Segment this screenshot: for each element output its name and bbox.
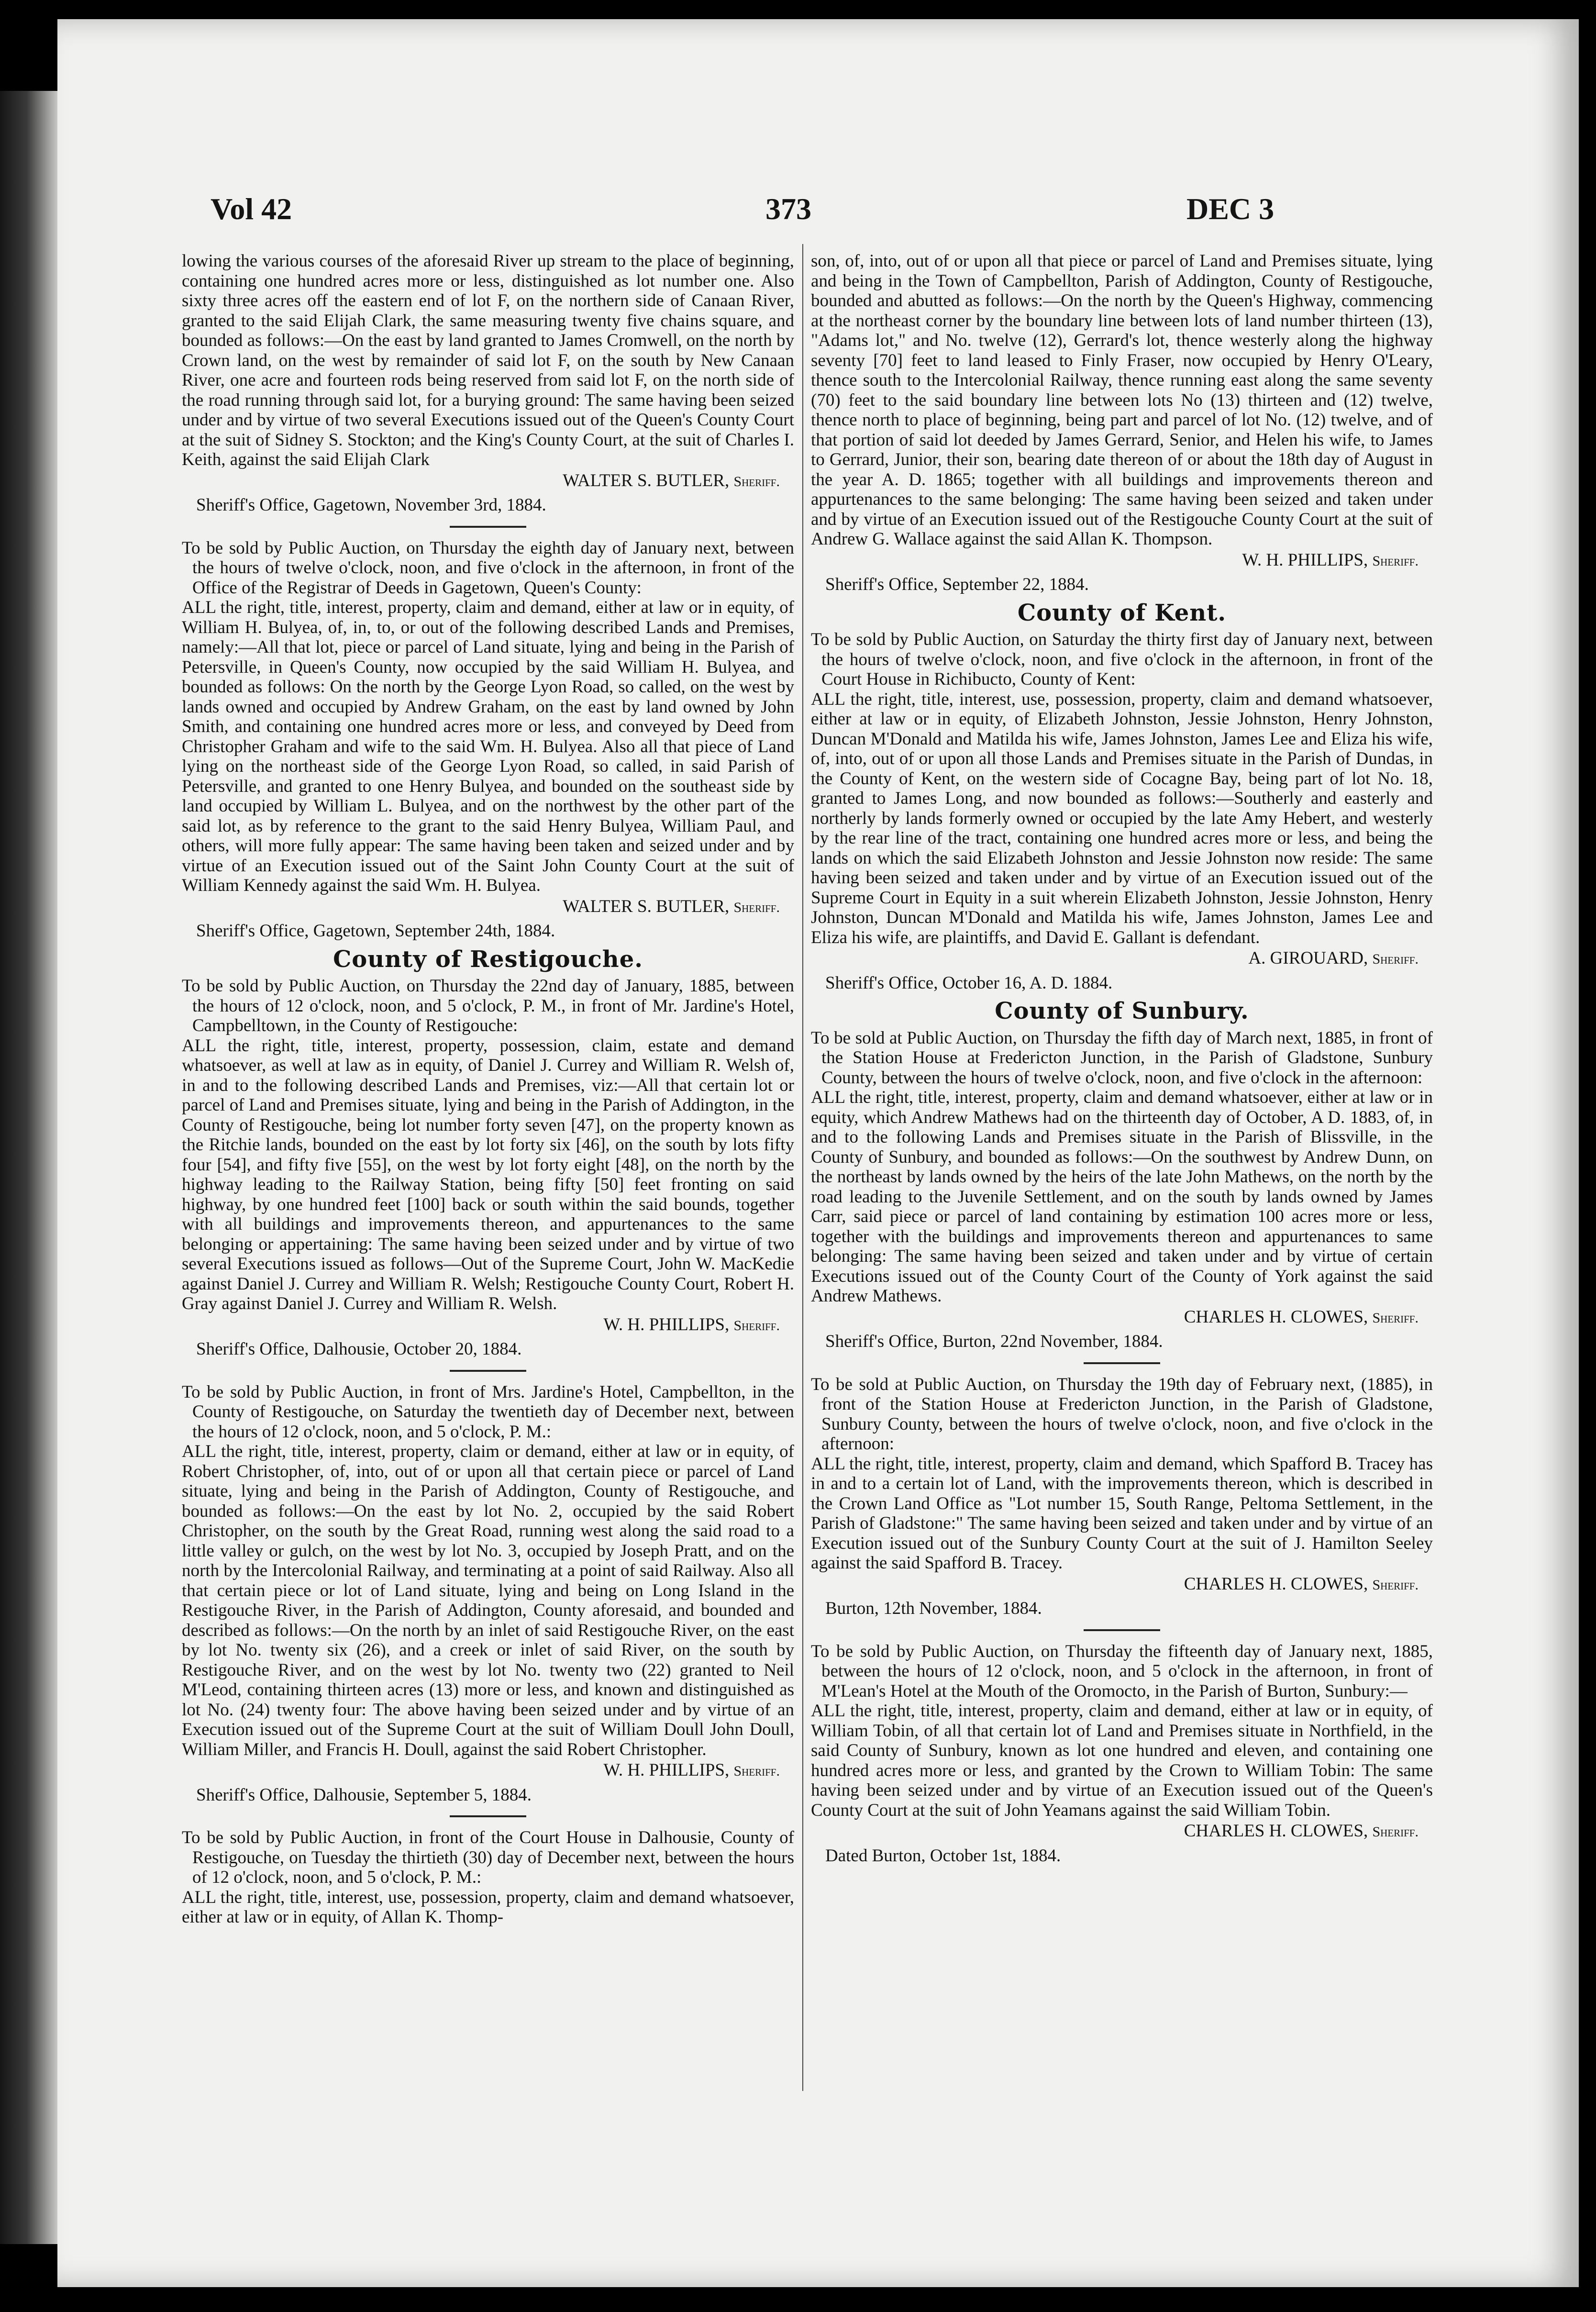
sheriff-signature	[182, 1315, 794, 1336]
notice-continuation: lowing the various courses of the aforesaid River up stream to the place of beginning, containing one hundred acres more or less, distinguished as lot number one. Also sixty three acres off the eastern end of lot F, on the northern side of Canaan River, granted to the said Elijah Clark, the same measuring twenty five chains square, and bounded as follows:—On the east by land granted to James Cromwell, on the north by Crown land, on the west by remainder of said lot F, on the south by New Canaan River, one acre and fourteen rods being reserved from said lot F, on the north side of the road running through said lot, for a burying ground: The same having been seized under and by virtue of two several Executions issued out of the Queen's County Court at the suit of Sidney S. Stockton; and the King's County Court, at the suit of Charles I. Keith, against the said Elijah Clark	[182, 251, 794, 469]
county-heading: County of Restigouche.	[333, 945, 643, 973]
sheriff-name: W. H. PHILLIPS,	[603, 1760, 730, 1780]
sheriff-name: WALTER S. BUTLER,	[563, 470, 730, 490]
sheriff-office-date: Sheriff's Office, September 22, 1884.	[825, 575, 1089, 594]
sheriff-title: Sheriff.	[1372, 1310, 1419, 1326]
sheriff-signature	[811, 1307, 1433, 1328]
notice-body: ALL the right, title, interest, property, possession, claim, estate and demand whatsoever, as well at law as in equity, of Daniel J. Currey and William R. Welsh of, in and to the following described Lands and Premises, viz:—All that certain lot or parcel of Land and Premises situate, lying and being in the Parish of Addington, in the County of Restigouche, being lot number forty seven [47], on the property known as the Ritchie lands, bounded on the east by lot forty six [46], on the south by lots fifty four [54], and fifty five [55], on the west by lot forty eight [48], on the north by the highway leading to the Railway Station, being fifty [50] feet fronting on said highway, by one hundred feet [100] back or south within the said bounds, together with all buildings and improvements thereon, and appurtenances to the same belonging or appertaining: The same having been seized under and by virtue of two several Executions issued as follows—Out of the Supreme Court, John W. MacKedie against Daniel J. Currey and William R. Welsh; Restigouche County Court, Robert H. Gray against Daniel J. Currey and William R. Welsh.	[182, 1035, 794, 1313]
sheriff-name: CHARLES H. CLOWES,	[1184, 1574, 1368, 1594]
notice-continuation: son, of, into, out of or upon all that piece or parcel of Land and Premises situate, lying and being in the Town of Campbellton, Parish of Addington, County of Restigouche, bounded and abutted as follows:—On the north by the Queen's Highway, commencing at the northeast corner by the boundary line between lots of land number thirteen (13), "Adams lot," and No. twelve (12), Gerrard's lot, thence westerly along the highway seventy [70] feet to land leased to Finly Fraser, now occupied by Henry O'Leary, thence south to the Intercolonial Railway, thence running east along the same seventy (70) feet to the said boundary line between lots No (13) thirteen and (12) twelve, thence north to place of beginning, being part and parcel of lot No. (12) twelve, and of that portion of said lot deeded by James Gerrard, Senior, and Helen his wife, to James to Gerrard, Junior, their son, bearing date thereon of or about the 18th day of August in the year A. D. 1865; together with all buildings and improvements thereon and appurtenances to the same belonging: The same having been seized and taken under and by virtue of an Execution issued out of the Restigouche County Court at the suit of Andrew G. Wallace against the said Allan K. Thompson.	[811, 251, 1433, 549]
notice-body: ALL the right, title, interest, property, claim and demand, either at law or in equity, of William Tobin, of all that certain lot of Land and Premises situate in Northfield, in the said County of Sunbury, known as lot one hundred and eleven, and containing one hundred acres more or less, and granted by the Crown to William Tobin: The same having been seized under and by virtue of an Execution issued out of the Queen's County Court at the suit of John Yeamans against the said William Tobin.	[811, 1701, 1433, 1820]
sheriff-name: CHARLES H. CLOWES,	[1184, 1307, 1368, 1327]
notice-intro: To be sold by Public Auction, on Thursday the fifteenth day of January next, 1885, between the hours of 12 o'clock, noon, and 5 o'clock in the afternoon, in front of M'Lean's Hotel at the Mouth of the Oromocto, in the Parish of Burton, Sunbury:—	[811, 1641, 1433, 1701]
sheriff-office-date: Dated Burton, October 1st, 1884.	[825, 1845, 1061, 1866]
sheriff-name: CHARLES H. CLOWES,	[1184, 1821, 1368, 1841]
sheriff-office-date: Sheriff's Office, October 16, A. D. 1884.	[825, 973, 1113, 993]
sheriff-office-date: Sheriff's Office, Gagetown, November 3rd, 1884.	[196, 495, 546, 515]
left-column	[182, 251, 794, 1927]
sheriff-signature	[811, 948, 1433, 969]
sheriff-office-date: Sheriff's Office, Gagetown, September 24th, 1884.	[196, 921, 555, 941]
sheriff-title: Sheriff.	[1372, 951, 1419, 967]
separator-rule	[450, 526, 526, 528]
page-header	[57, 182, 1579, 239]
notice-intro: To be sold by Public Auction, on Saturday the thirty first day of January next, between the hours of twelve o'clock, noon, and five o'clock in the afternoon, in front of the Court House in Richibucto, County of Kent:	[811, 630, 1433, 689]
newspaper-page	[0, 19, 1596, 2287]
column-divider	[802, 244, 803, 2091]
sheriff-office-date: Sheriff's Office, Dalhousie, September 5, 1884.	[196, 1785, 532, 1805]
separator-rule	[1084, 1629, 1160, 1631]
sheriff-office-date: Sheriff's Office, Dalhousie, October 20, 1884.	[196, 1339, 522, 1359]
separator-rule	[450, 1815, 526, 1817]
sheriff-office-date: Sheriff's Office, Burton, 22nd November, 1884.	[825, 1332, 1163, 1351]
sheriff-name: A. GIROUARD,	[1248, 948, 1368, 968]
page-number: 373	[765, 192, 811, 226]
sheriff-title: Sheriff.	[733, 473, 780, 489]
notice-body: ALL the right, title, interest, property, claim and demand, which Spafford B. Tracey has in and to a certain lot of Land, with the improvements thereon, which is described in the Crown Land Office as "Lot number 15, South Range, Peltoma Settlement, in the Parish of Gladstone:" The same having been seized and taken under and by virtue of an Execution issued out of the Sunbury County Court at the suit of J. Hamilton Seeley against the said Spafford B. Tracey.	[811, 1454, 1433, 1573]
paper-sheet	[57, 19, 1579, 2287]
notice-body: ALL the right, title, interest, use, possession, property, claim and demand whatsoever, either at law or in equity, of Allan K. Thomp-	[182, 1887, 794, 1927]
separator-rule	[1084, 1362, 1160, 1364]
sheriff-office-date: Burton, 12th November, 1884.	[825, 1599, 1042, 1618]
notice-body: ALL the right, title, interest, property, claim or demand, either at law or in equity, of Robert Christopher, of, into, out of or upon all that certain piece or parcel of Land situate, lying and being in the Parish of Addington, County of Restigouche, and bounded as follows:—On the east by lot No. 2, occupied by the said Robert Christopher, on the south by the Great Road, running west along the said road to a little valley or gulch, on the west by lot No. 3, occupied by Joseph Pratt, and on the north by the Intercolonial Railway, and terminating at a point of said Railway. Also all that certain piece or lot of Land situate, lying and being on Long Island in the Restigouche River, in the Parish of Addington, County aforesaid, and bounded and described as follows:—On the north by an inlet of said Restigouche River, on the east by lot No. twenty six (26), and a creek or inlet of said River, on the south by Restigouche River, and on the west by lot No. twenty two (22) granted to Neil M'Leod, containing thirteen acres (13) more or less, and known and distinguished as lot No. (24) twenty four: The above having been seized under and by virtue of an Execution issued out of the Supreme Court at the suit of William Doull John Doull, William Miller, and Francis H. Doull, against the said Robert Christopher.	[182, 1442, 794, 1759]
sheriff-title: Sheriff.	[1372, 1824, 1419, 1840]
notice-body: ALL the right, title, interest, use, possession, property, claim and demand whatsoever, either at law or in equity, of Elizabeth Johnston, Jessie Johnston, Henry Johnston, Duncan M'Donald and Matilda his wife, James Johnston, James Lee and Eliza his wife, of, into, out of or upon all those Lands and Premises situate in the Parish of Dundas, in the County of Kent, on the western side of Cocagne Bay, being part of lot No. 18, granted to James Long, and now bounded as follows:—Southerly and easterly and northerly by lands formerly owned or occupied by the late Amy Hebert, and westerly by the rear line of the tract, containing one hundred acres more or less, and being the lands on which the said Elizabeth Johnston and Jessie Johnston now reside: The same having been seized and taken under and by virtue of an Execution issued out of the Supreme Court in Equity in a suit wherein Elizabeth Johnston, Jessie Johnston, Henry Johnston, Duncan M'Donald and Matilda his wife, James Johnston, James Lee and Eliza his wife, are plaintiffs, and David E. Gallant is defendant.	[811, 689, 1433, 947]
notice-body: ALL the right, title, interest, property, claim and demand, either at law or in equity, of William H. Bulyea, of, in, to, or out of the following described Lands and Premises, namely:—All that lot, piece or parcel of Land situate, lying and being in the Parish of Petersville, in Queen's County, now occupied by the said William H. Bulyea, and bounded as follows: On the north by the George Lyon Road, so called, on the west by lands owned and occupied by Andrew Graham, on the east by land owned by John Smith, and containing one hundred acres more or less, and conveyed by Deed from Christopher Graham and wife to the said Wm. H. Bulyea. Also all that piece of Land lying on the northeast side of the George Lyon Road, so called, in said Parish of Petersville, and granted to one Henry Bulyea, and bounded on the southeast side by land occupied by William L. Bulyea, and on the northwest by the other part of the said lot, as by reference to the grant to the said Henry Bulyea, William Paul, and others, will more fully appear: The same having been taken and seized under and by virtue of an Execution issued out of the Saint John County Court at the suit of William Kennedy against the said Wm. H. Bulyea.	[182, 598, 794, 895]
sheriff-signature	[811, 1821, 1433, 1842]
notice-intro: To be sold at Public Auction, on Thursday the 19th day of February next, (1885), in front of the Station House at Fredericton Junction, in the Parish of Gladstone, Sunbury County, between the hours of twelve o'clock, noon, and five o'clock in the afternoon:	[811, 1374, 1433, 1454]
volume-label: Vol 42	[211, 192, 292, 226]
notice-intro: To be sold by Public Auction, on Thursday the eighth day of January next, between the hours of twelve o'clock, noon, and five o'clock in the afternoon, in front of the Office of the Registrar of Deeds in Gagetown, Queen's County:	[182, 538, 794, 598]
separator-rule	[450, 1370, 526, 1372]
right-column	[811, 251, 1433, 1866]
notice-intro: To be sold by Public Auction, in front of the Court House in Dalhousie, County of Restigouche, on Tuesday the thirtieth (30) day of December next, between the hours of 12 o'clock, noon, and 5 o'clock, P. M.:	[182, 1828, 794, 1887]
sheriff-name: W. H. PHILLIPS,	[603, 1314, 730, 1334]
sheriff-name: WALTER S. BUTLER,	[563, 896, 730, 916]
sheriff-name: W. H. PHILLIPS,	[1242, 550, 1368, 570]
sheriff-title: Sheriff.	[1372, 553, 1419, 569]
notice-intro: To be sold by Public Auction, on Thursday the 22nd day of January, 1885, between the hours of 12 o'clock, noon, and 5 o'clock, P. M., in front of Mr. Jardine's Hotel, Campbelltown, in the County of Restigouche:	[182, 976, 794, 1035]
county-heading: County of Sunbury.	[995, 998, 1249, 1024]
sheriff-title: Sheriff.	[733, 899, 780, 915]
notice-intro: To be sold at Public Auction, on Thursday the fifth day of March next, 1885, in front of the Station House at Fredericton Junction, in the Parish of Gladstone, Sunbury County, between the hours of twelve o'clock, noon, and five o'clock in the afternoon:	[811, 1028, 1433, 1088]
sheriff-title: Sheriff.	[733, 1763, 780, 1779]
notice-body: ALL the right, title, interest, property, claim and demand whatsoever, either at law or in equity, which Andrew Mathews had on the thirteenth day of October, A D. 1883, of, in and to the following Lands and Premises situate in the Parish of Blissville, in the County of Sunbury, and bounded as follows:—On the southwest by Andrew Dunn, on the northeast by lands owned by the heirs of the late John Mathews, on the north by the road leading to the Juvenile Settlement, and on the south by lands owned by James Carr, said piece or parcel of land containing by estimation 100 acres more or less, together with the buildings and improvements thereon and appurtenances to same belonging: The same having been seized and taken under and by virtue of certain Executions issued out of the County Court of the County of York against the said Andrew Mathews.	[811, 1088, 1433, 1306]
sheriff-title: Sheriff.	[1372, 1577, 1419, 1593]
sheriff-signature	[811, 1574, 1433, 1595]
sheriff-signature	[182, 897, 794, 918]
notice-intro: To be sold by Public Auction, in front of Mrs. Jardine's Hotel, Campbellton, in the County of Restigouche, on Saturday the twentieth day of December next, between the hours of 12 o'clock, noon, and 5 o'clock, P. M.:	[182, 1382, 794, 1442]
county-heading: County of Kent.	[1017, 599, 1227, 626]
sheriff-signature	[811, 550, 1433, 571]
issue-date: DEC 3	[1186, 192, 1275, 226]
sheriff-title: Sheriff.	[733, 1317, 780, 1334]
sheriff-signature	[182, 471, 794, 492]
sheriff-signature	[182, 1760, 794, 1781]
